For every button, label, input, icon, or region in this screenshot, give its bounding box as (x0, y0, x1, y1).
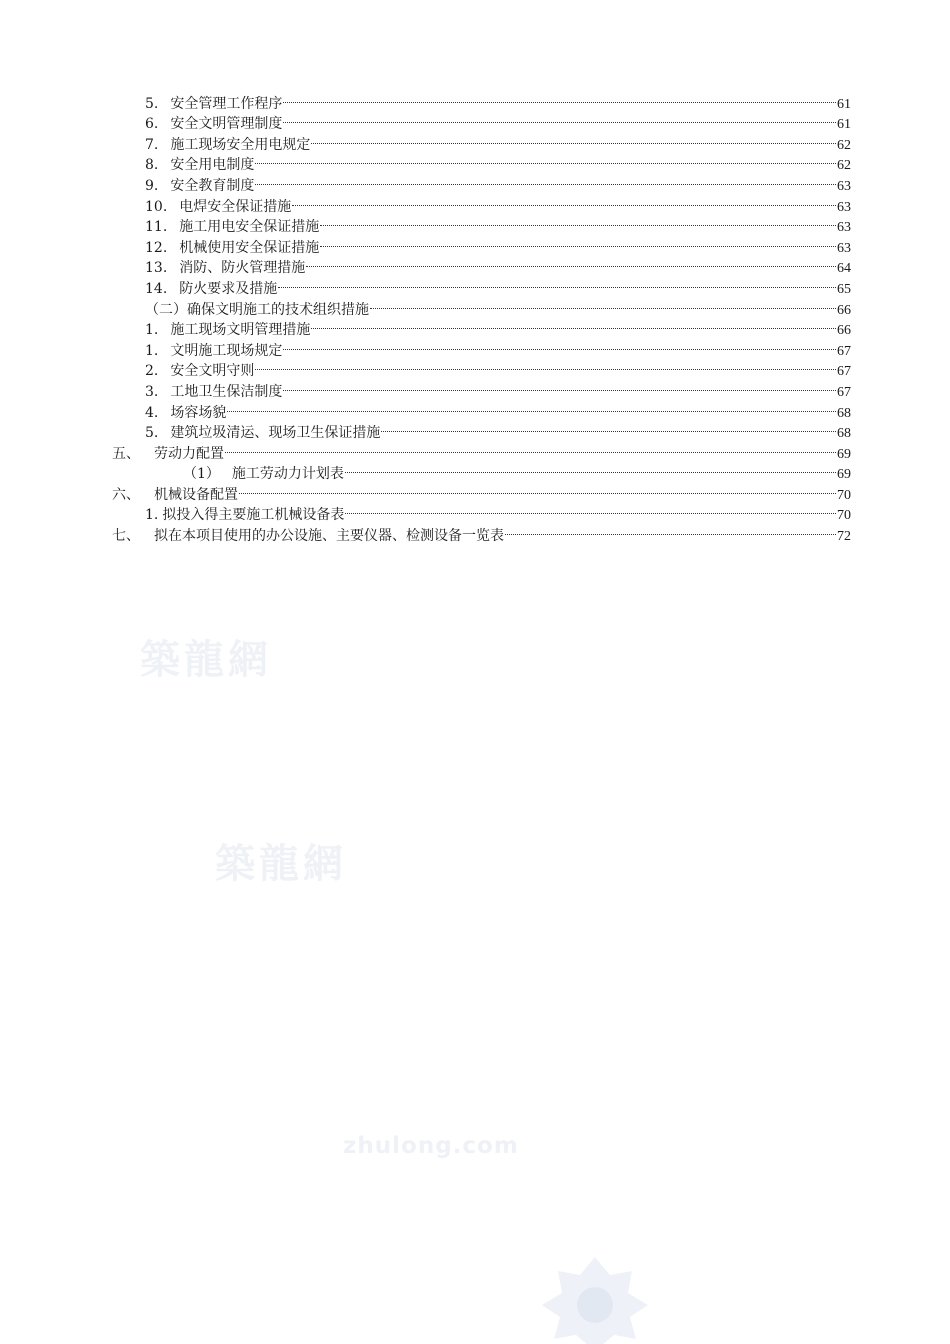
toc-entry-title: 施工现场安全用电规定 (170, 136, 311, 153)
toc-entry[interactable] (0, 169, 950, 194)
toc-entry-number: 11. (145, 219, 168, 236)
toc-dot-leader (227, 396, 836, 417)
toc-entry-number: 1. (145, 322, 159, 339)
toc-entry-title: 机械设备配置 (154, 486, 238, 503)
toc-entry-title: 安全用电制度 (170, 157, 255, 174)
toc-entry-page-number: 66 (837, 323, 851, 339)
toc-entry[interactable] (0, 252, 950, 277)
toc-dot-leader (278, 272, 836, 293)
table-of-contents (0, 87, 950, 545)
toc-dot-leader (381, 417, 836, 438)
toc-entry-number: 2. (145, 363, 159, 380)
toc-entry-page-number: 63 (837, 178, 851, 194)
toc-dot-leader (283, 334, 836, 355)
toc-entry-number: 8. (145, 157, 159, 174)
toc-entry-page-number: 62 (837, 158, 851, 174)
toc-entry-title: 建筑垃圾清运、现场卫生保证措施 (170, 425, 381, 442)
toc-entry-number: 9. (145, 177, 159, 194)
toc-dot-leader (283, 375, 836, 396)
toc-entry-page-number: 67 (837, 343, 851, 359)
toc-entry[interactable] (0, 128, 950, 153)
toc-entry[interactable] (0, 334, 950, 359)
toc-entry-number: 1. (145, 342, 159, 359)
toc-entry[interactable] (0, 211, 950, 236)
toc-dot-leader (239, 478, 836, 499)
toc-entry[interactable] (0, 478, 950, 503)
toc-entry-number: 3. (145, 383, 159, 400)
toc-entry[interactable] (0, 417, 950, 442)
toc-entry-title: 拟投入得主要施工机械设备表 (162, 507, 345, 524)
toc-dot-leader (292, 190, 836, 211)
toc-entry-title: 施工用电安全保证措施 (179, 219, 320, 236)
toc-entry-title: 安全教育制度 (170, 177, 255, 194)
toc-entry-title: 防火要求及措施 (179, 280, 278, 297)
toc-entry-page-number: 66 (837, 302, 851, 318)
toc-entry[interactable] (0, 437, 950, 462)
toc-entry-number: （二） (145, 301, 187, 318)
toc-entry-title: 施工现场文明管理措施 (170, 322, 311, 339)
toc-entry[interactable] (0, 519, 950, 545)
toc-dot-leader (255, 355, 836, 376)
toc-entry-title: 拟在本项目使用的办公设施、主要仪器、检测设备一览表 (154, 528, 504, 545)
toc-dot-leader (306, 252, 836, 273)
toc-entry-page-number: 63 (837, 220, 851, 236)
toc-entry-page-number: 65 (837, 281, 851, 297)
toc-entry[interactable] (0, 272, 950, 297)
toc-entry-number: 10. (145, 198, 168, 215)
toc-entry-number: 七、 (112, 528, 140, 545)
toc-entry-number: 六、 (112, 486, 140, 503)
toc-entry[interactable] (0, 314, 950, 339)
toc-dot-leader (505, 519, 836, 540)
toc-entry-title: 安全文明管理制度 (170, 116, 283, 133)
watermark-zhulong-cn-1: 築龍網 (140, 636, 272, 683)
toc-entry[interactable] (0, 190, 950, 215)
toc-entry-title: 劳动力配置 (154, 445, 224, 462)
watermark-zhulong-cn-2: 築龍網 (215, 840, 347, 887)
toc-entry-number: 4. (145, 404, 159, 421)
toc-dot-leader (320, 231, 836, 252)
toc-dot-leader (283, 87, 836, 108)
toc-dot-leader (370, 293, 836, 314)
toc-entry-page-number: 70 (837, 508, 851, 524)
toc-entry-title: 工地卫生保洁制度 (170, 383, 283, 400)
toc-entry[interactable] (0, 375, 950, 400)
toc-entry[interactable] (0, 499, 950, 524)
toc-entry-number: 五、 (112, 445, 140, 462)
toc-entry-page-number: 70 (837, 487, 851, 503)
toc-entry[interactable] (0, 396, 950, 421)
toc-dot-leader (311, 128, 836, 149)
toc-entry-page-number: 72 (837, 529, 851, 545)
toc-entry[interactable] (0, 108, 950, 133)
toc-entry-title: 安全文明守则 (170, 363, 255, 380)
toc-entry[interactable] (0, 293, 950, 318)
toc-entry-page-number: 69 (837, 446, 851, 462)
toc-entry[interactable] (0, 355, 950, 380)
toc-entry-page-number: 63 (837, 240, 851, 256)
toc-entry-title: 消防、防火管理措施 (179, 260, 306, 277)
toc-dot-leader (345, 499, 836, 520)
toc-entry-page-number: 61 (837, 96, 851, 112)
toc-entry-page-number: 68 (837, 405, 851, 421)
toc-entry-title: 电焊安全保证措施 (179, 198, 292, 215)
zhulong-logo-icon (540, 1255, 650, 1344)
toc-entry-page-number: 67 (837, 364, 851, 380)
toc-dot-leader (311, 314, 836, 335)
toc-dot-leader (320, 211, 836, 232)
toc-entry-title: 机械使用安全保证措施 (179, 239, 320, 256)
toc-entry-page-number: 68 (837, 426, 851, 442)
toc-entry-number: 5. (145, 425, 159, 442)
toc-entry-page-number: 69 (837, 467, 851, 483)
toc-entry-number: 1. (145, 507, 159, 524)
toc-entry-number: （1） (183, 466, 220, 483)
toc-entry-title: 文明施工现场规定 (170, 342, 283, 359)
toc-dot-leader (225, 437, 836, 458)
toc-entry-title: 确保文明施工的技术组织措施 (187, 301, 369, 318)
toc-entry[interactable] (0, 87, 950, 112)
toc-entry-title: 场容场貌 (170, 404, 227, 421)
toc-entry-page-number: 67 (837, 384, 851, 400)
toc-dot-leader (283, 108, 836, 129)
toc-entry-number: 14. (145, 280, 168, 297)
toc-entry-number: 5. (145, 95, 159, 112)
toc-entry-page-number: 61 (837, 117, 851, 133)
toc-entry[interactable] (0, 231, 950, 256)
watermark-zhulong-url: zhulong.com (343, 1133, 519, 1159)
toc-entry-page-number: 63 (837, 199, 851, 215)
toc-dot-leader (345, 458, 836, 479)
toc-entry-number: 7. (145, 136, 159, 153)
toc-entry-number: 13. (145, 260, 168, 277)
toc-dot-leader (255, 169, 836, 190)
toc-entry-title: 安全管理工作程序 (170, 95, 283, 112)
toc-dot-leader (255, 149, 836, 170)
toc-entry-page-number: 62 (837, 137, 851, 153)
toc-entry-number: 12. (145, 239, 168, 256)
toc-entry-number: 6. (145, 116, 159, 133)
toc-entry-title: 施工劳动力计划表 (231, 466, 344, 483)
toc-entry-page-number: 64 (837, 261, 851, 277)
toc-entry[interactable] (0, 149, 950, 174)
toc-entry[interactable] (0, 458, 950, 483)
